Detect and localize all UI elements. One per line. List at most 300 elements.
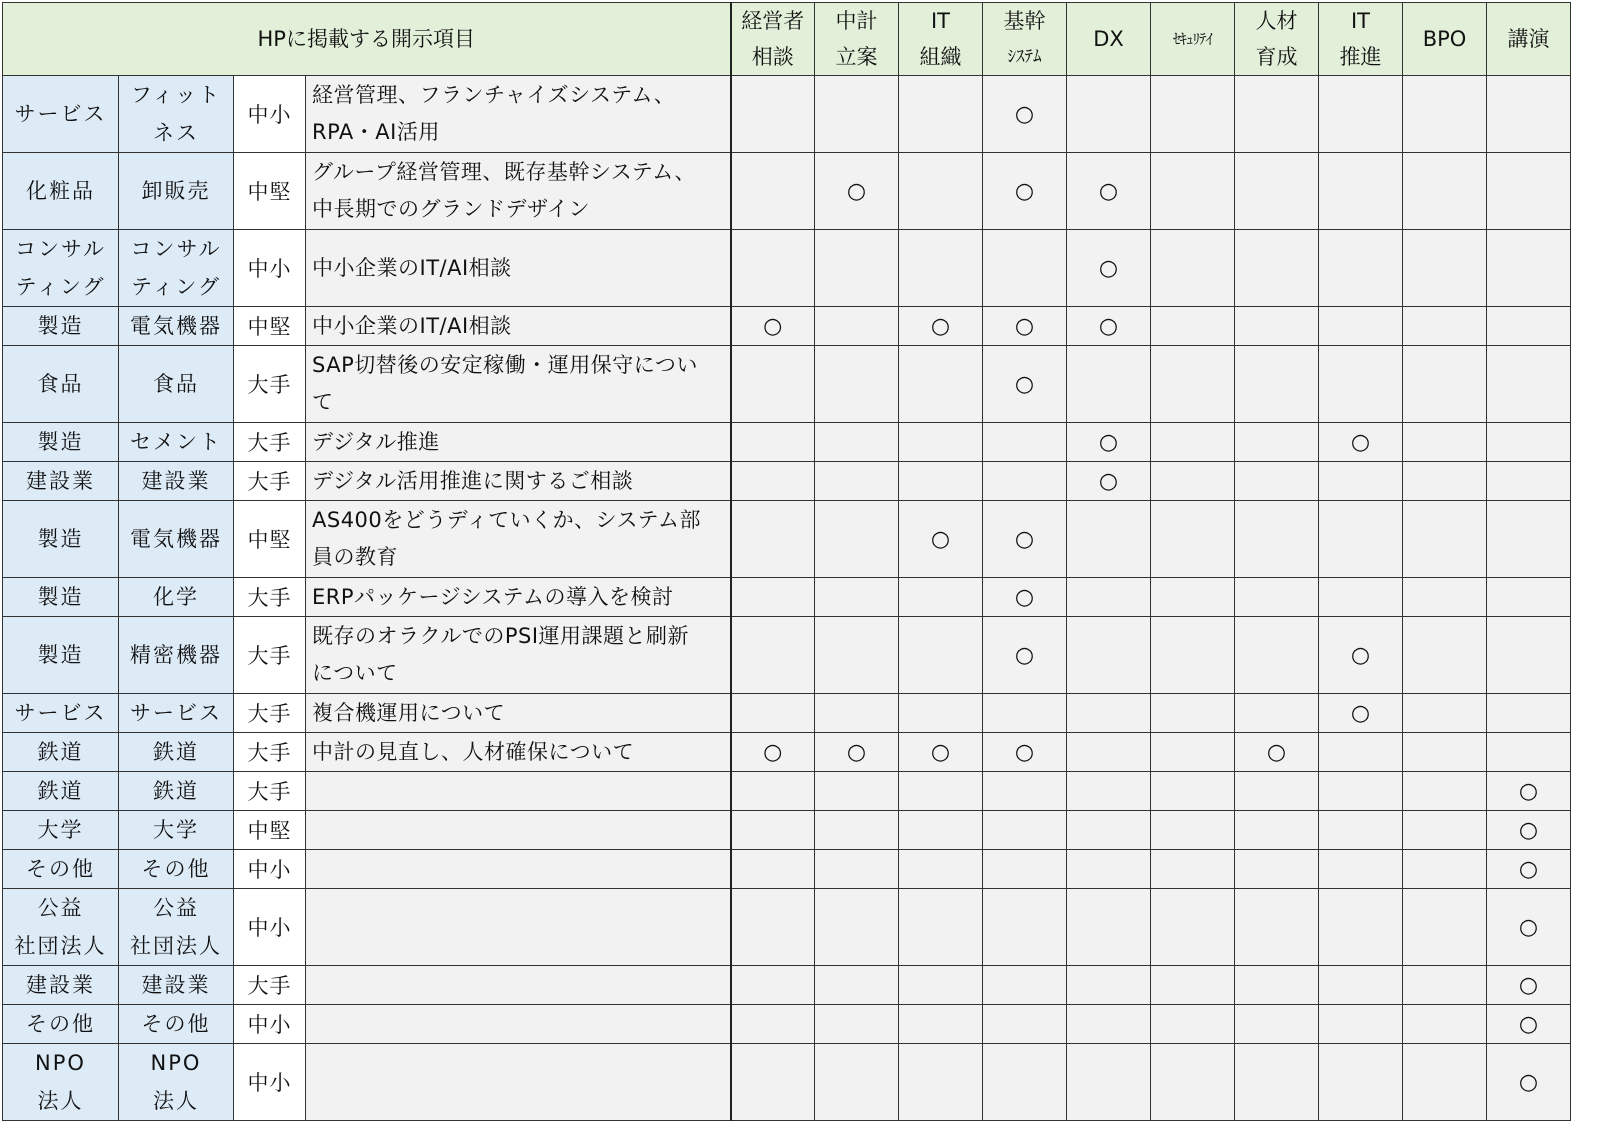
circle-mark: ○ [930,313,951,339]
mark-cell [983,423,1067,462]
mark-cell [815,1005,899,1044]
mark-cell [1235,772,1319,811]
table-row [3,423,1571,462]
mark-cell [1487,889,1571,966]
col-header-lecture [1487,3,1571,76]
mark-cell [1067,153,1151,230]
mark-cell [1403,1044,1487,1121]
description-cell-line: グループ経営管理、既存基幹システム、 [312,160,696,184]
industry-cell-line: 鉄道 [37,779,84,803]
industry-cell-line: 化粧品 [26,179,95,203]
table-row [3,462,1571,501]
mark-cell [899,889,983,966]
col-header-line2: ｼｽﾃﾑ [1007,47,1042,67]
industry-cell [3,346,119,423]
sub-industry-cell-line: 電気機器 [130,314,222,338]
industry-cell-line: サービス [14,102,107,126]
mark-cell [731,1044,815,1121]
description-cell [306,307,731,346]
mark-cell [1235,811,1319,850]
sub-industry-cell [119,966,234,1005]
disclosure-table-container [2,2,1571,1121]
company-size-cell: 大手 [234,462,306,501]
sub-industry-cell-line: 鉄道 [153,779,199,803]
mark-cell [1067,966,1151,1005]
mark-cell [1319,230,1403,307]
col-header-dx [1067,3,1151,76]
mark-cell [1403,578,1487,617]
description-cell [306,462,731,501]
col-header-line1: 中計 [835,9,878,33]
description-cell [306,694,731,733]
mark-cell [1151,462,1235,501]
mark-cell [1151,966,1235,1005]
col-header-line2: 育成 [1255,45,1298,69]
industry-cell-line: NPO [35,1051,86,1075]
col-header-core-system [983,3,1067,76]
mark-cell [731,1005,815,1044]
mark-cell [731,811,815,850]
circle-mark: ○ [1014,584,1035,610]
circle-mark: ○ [930,739,951,765]
sub-industry-cell [119,462,234,501]
col-header-it-org [899,3,983,76]
sub-industry-cell-line: NPO [150,1051,202,1075]
sub-industry-cell-line: サービス [130,701,222,725]
hp-items-header: HPに掲載する開示項目 [3,3,731,76]
mark-cell [731,694,815,733]
mark-cell [1487,462,1571,501]
mark-cell [1235,230,1319,307]
mark-cell [1235,462,1319,501]
mark-cell [1067,811,1151,850]
mark-cell [1403,346,1487,423]
mark-cell [983,578,1067,617]
mark-cell [1487,694,1571,733]
mark-cell [1487,772,1571,811]
mark-cell [1319,1005,1403,1044]
description-cell [306,501,731,578]
mark-cell [1487,617,1571,694]
header-row [3,3,1571,76]
company-size-cell: 中小 [234,1005,306,1044]
mark-cell [1151,617,1235,694]
col-header-line1: 講演 [1507,27,1550,51]
mark-cell [1487,811,1571,850]
mark-cell [983,307,1067,346]
sub-industry-cell-line: セメント [130,430,222,454]
mark-cell [1403,811,1487,850]
circle-mark: ○ [1014,739,1035,765]
industry-cell [3,1005,119,1044]
circle-mark: ○ [1014,101,1035,127]
mark-cell [899,1005,983,1044]
mark-cell [899,694,983,733]
circle-mark: ○ [1098,313,1119,339]
col-header-line2: 立案 [835,45,878,69]
description-cell-line: 中長期でのグランドデザイン [312,197,591,221]
description-cell-line: SAP切替後の安定稼働・運用保守につい [312,353,698,377]
mark-cell [1319,694,1403,733]
sub-industry-cell [119,811,234,850]
disclosure-table [2,2,1571,1121]
mark-cell [815,76,899,153]
mark-cell [815,617,899,694]
mark-cell [815,1044,899,1121]
mark-cell [1151,694,1235,733]
mark-cell [731,153,815,230]
mark-cell [899,230,983,307]
mark-cell [1487,423,1571,462]
mark-cell [731,617,815,694]
table-row [3,733,1571,772]
mark-cell [1235,578,1319,617]
mark-cell [815,811,899,850]
mark-cell [815,850,899,889]
mark-cell [983,462,1067,501]
mark-cell [815,694,899,733]
col-header-it-promotion [1319,3,1403,76]
circle-mark: ○ [1014,371,1035,397]
mark-cell [1067,733,1151,772]
sub-industry-cell [119,230,234,307]
mark-cell [983,1044,1067,1121]
circle-mark: ○ [1014,526,1035,552]
mark-cell [1403,1005,1487,1044]
industry-cell [3,694,119,733]
industry-cell [3,1044,119,1121]
mark-cell [731,850,815,889]
company-size-cell: 大手 [234,423,306,462]
circle-mark: ○ [1350,642,1371,668]
table-row [3,966,1571,1005]
mark-cell [1319,772,1403,811]
table-row [3,772,1571,811]
description-cell-line: AS400をどうディていくか、システム部 [312,508,701,532]
mark-cell [1319,850,1403,889]
sub-industry-cell-line: ネス [153,121,199,145]
mark-cell [1151,733,1235,772]
mark-cell [1235,307,1319,346]
mark-cell [1067,462,1151,501]
mark-cell [1319,811,1403,850]
industry-cell [3,462,119,501]
mark-cell [815,889,899,966]
mark-cell [1319,153,1403,230]
mark-cell [1151,501,1235,578]
col-header-management-consult [731,3,815,76]
company-size-cell: 大手 [234,617,306,694]
sub-industry-cell-line: 建設業 [141,469,211,493]
mark-cell [731,501,815,578]
mark-cell [983,889,1067,966]
mark-cell [1403,694,1487,733]
description-cell-line: 員の教育 [312,545,398,569]
circle-mark: ○ [763,313,783,339]
mark-cell [1235,153,1319,230]
mark-cell [983,1005,1067,1044]
description-cell-line: 中小企業のIT/AI相談 [312,313,512,338]
mark-cell [1067,889,1151,966]
mark-cell [731,230,815,307]
industry-cell-line: サービス [14,701,107,725]
sub-industry-cell-line: フィット [130,83,222,107]
sub-industry-cell-line: 食品 [153,372,199,396]
table-row [3,501,1571,578]
mark-cell [983,850,1067,889]
mark-cell [1151,811,1235,850]
industry-cell [3,889,119,966]
mark-cell [815,578,899,617]
sub-industry-cell-line: 卸販売 [141,179,211,203]
sub-industry-cell [119,1005,234,1044]
mark-cell [815,153,899,230]
industry-cell-line: 鉄道 [37,740,84,764]
circle-mark: ○ [930,526,951,552]
mark-cell [1403,462,1487,501]
mark-cell [815,423,899,462]
mark-cell [1235,346,1319,423]
mark-cell [899,733,983,772]
sub-industry-cell [119,889,234,966]
mark-cell [1151,76,1235,153]
industry-cell-line: 製造 [37,643,84,667]
mark-cell [899,501,983,578]
sub-industry-cell-line: その他 [141,857,211,881]
mark-cell [1151,1044,1235,1121]
description-cell [306,76,731,153]
table-row [3,346,1571,423]
company-size-cell: 中堅 [234,153,306,230]
mark-cell [815,307,899,346]
mark-cell [899,850,983,889]
col-header-line1: ｾｷｭﾘﾃｲ [1172,30,1212,48]
mark-cell [1235,1044,1319,1121]
mark-cell [1487,966,1571,1005]
mark-cell [1067,694,1151,733]
mark-cell [899,617,983,694]
table-row [3,153,1571,230]
sub-industry-cell [119,501,234,578]
industry-cell-line: コンサル [15,237,106,261]
mark-cell [1067,501,1151,578]
sub-industry-cell-line: 法人 [153,1089,199,1113]
circle-mark: ○ [1350,700,1371,726]
description-cell-line: て [312,390,334,414]
mark-cell [1403,423,1487,462]
mark-cell [983,346,1067,423]
mark-cell [1487,733,1571,772]
industry-cell-line: 大学 [37,818,84,842]
industry-cell-line: その他 [26,1012,95,1036]
col-header-bpo [1403,3,1487,76]
mark-cell [1319,76,1403,153]
mark-cell [1403,772,1487,811]
description-cell [306,966,731,1005]
circle-mark: ○ [1350,429,1371,455]
col-header-line1: DX [1093,27,1124,51]
industry-cell-line: 法人 [37,1089,84,1113]
mark-cell [731,307,815,346]
circle-mark: ○ [1518,1011,1539,1037]
table-row [3,578,1571,617]
mark-cell [983,501,1067,578]
industry-cell-line: 建設業 [26,973,95,997]
mark-cell [1319,578,1403,617]
mark-cell [1151,772,1235,811]
mark-cell [815,501,899,578]
company-size-cell: 大手 [234,346,306,423]
mark-cell [983,733,1067,772]
table-row [3,1005,1571,1044]
circle-mark: ○ [846,739,867,765]
sub-industry-cell [119,153,234,230]
industry-cell [3,617,119,694]
company-size-cell: 大手 [234,578,306,617]
circle-mark: ○ [1014,642,1035,668]
mark-cell [1403,733,1487,772]
sub-industry-cell-line: コンサル [130,237,222,261]
circle-mark: ○ [1518,914,1539,940]
col-header-line1: 経営者 [741,9,805,33]
mark-cell [1235,1005,1319,1044]
mark-cell [1403,307,1487,346]
mark-cell [1151,153,1235,230]
circle-mark: ○ [1266,739,1287,765]
mark-cell [1067,578,1151,617]
mark-cell [1319,733,1403,772]
company-size-cell: 中堅 [234,501,306,578]
description-cell-line: 既存のオラクルでのPSI運用課題と刷新 [312,624,690,648]
circle-mark: ○ [1098,178,1119,204]
col-header-line2: 組織 [919,45,962,69]
table-row [3,230,1571,307]
col-header-line1: 基幹 [1003,9,1046,33]
mark-cell [1235,501,1319,578]
mark-cell [899,966,983,1005]
mark-cell [1487,153,1571,230]
mark-cell [1151,1005,1235,1044]
table-row [3,694,1571,733]
circle-mark: ○ [1098,255,1119,281]
mark-cell [1403,230,1487,307]
mark-cell [1319,346,1403,423]
industry-cell [3,733,119,772]
description-cell-line: デジタル推進 [312,429,440,454]
company-size-cell: 中小 [234,230,306,307]
sub-industry-cell-line: 大学 [153,818,199,842]
col-header-security [1151,3,1235,76]
description-cell-line: RPA・AI活用 [312,120,440,144]
industry-cell-line: 建設業 [26,469,95,493]
industry-cell-line: ティング [15,275,106,299]
circle-mark: ○ [1518,1069,1539,1095]
sub-industry-cell [119,772,234,811]
mark-cell [1067,617,1151,694]
circle-mark: ○ [1518,778,1539,804]
mark-cell [983,617,1067,694]
sub-industry-cell [119,617,234,694]
mark-cell [1067,307,1151,346]
sub-industry-cell [119,578,234,617]
mark-cell [899,153,983,230]
mark-cell [899,462,983,501]
industry-cell [3,423,119,462]
mark-cell [731,462,815,501]
industry-cell [3,307,119,346]
sub-industry-cell-line: 鉄道 [153,740,199,764]
sub-industry-cell-line: 化学 [153,585,199,609]
mark-cell [1403,850,1487,889]
mark-cell [1235,889,1319,966]
mark-cell [815,772,899,811]
mark-cell [815,966,899,1005]
description-cell-line: デジタル活用推進に関するご相談 [312,468,634,493]
company-size-cell: 中堅 [234,811,306,850]
sub-industry-cell-line: その他 [141,1012,211,1036]
mark-cell [899,307,983,346]
circle-mark: ○ [1014,178,1035,204]
description-cell-line: 経営管理、フランチャイズシステム、 [312,83,676,107]
mark-cell [1487,501,1571,578]
mark-cell [1487,346,1571,423]
circle-mark: ○ [1098,468,1119,494]
description-cell-line: 中小企業のIT/AI相談 [312,255,512,280]
col-header-line2: 相談 [751,45,794,69]
company-size-cell: 中小 [234,850,306,889]
mark-cell [731,578,815,617]
col-header-hr-development [1235,3,1319,76]
sub-industry-cell [119,307,234,346]
mark-cell [815,346,899,423]
industry-cell-line: その他 [26,857,95,881]
description-cell-line: ERPパッケージシステムの導入を検討 [312,584,674,609]
mark-cell [1403,617,1487,694]
mark-cell [1151,346,1235,423]
mark-cell [983,230,1067,307]
mark-cell [1067,230,1151,307]
company-size-cell: 大手 [234,966,306,1005]
mark-cell [1319,307,1403,346]
circle-mark: ○ [1014,313,1035,339]
mark-cell [731,889,815,966]
mark-cell [1487,1005,1571,1044]
table-row [3,617,1571,694]
mark-cell [1151,578,1235,617]
mark-cell [983,76,1067,153]
mark-cell [899,423,983,462]
sub-industry-cell-line: ティング [131,275,221,299]
mark-cell [899,578,983,617]
description-cell [306,1005,731,1044]
circle-mark: ○ [1518,856,1539,882]
col-header-line1: IT [1350,9,1371,33]
description-cell [306,423,731,462]
description-cell [306,1044,731,1121]
industry-cell [3,76,119,153]
company-size-cell: 大手 [234,694,306,733]
mark-cell [1403,501,1487,578]
mark-cell [1319,966,1403,1005]
mark-cell [899,76,983,153]
description-cell [306,889,731,966]
company-size-cell: 中小 [234,76,306,153]
description-cell [306,153,731,230]
mark-cell [1487,1044,1571,1121]
table-row [3,1044,1571,1121]
mark-cell [1151,230,1235,307]
description-cell-line: 中計の見直し、人材確保について [312,739,635,764]
